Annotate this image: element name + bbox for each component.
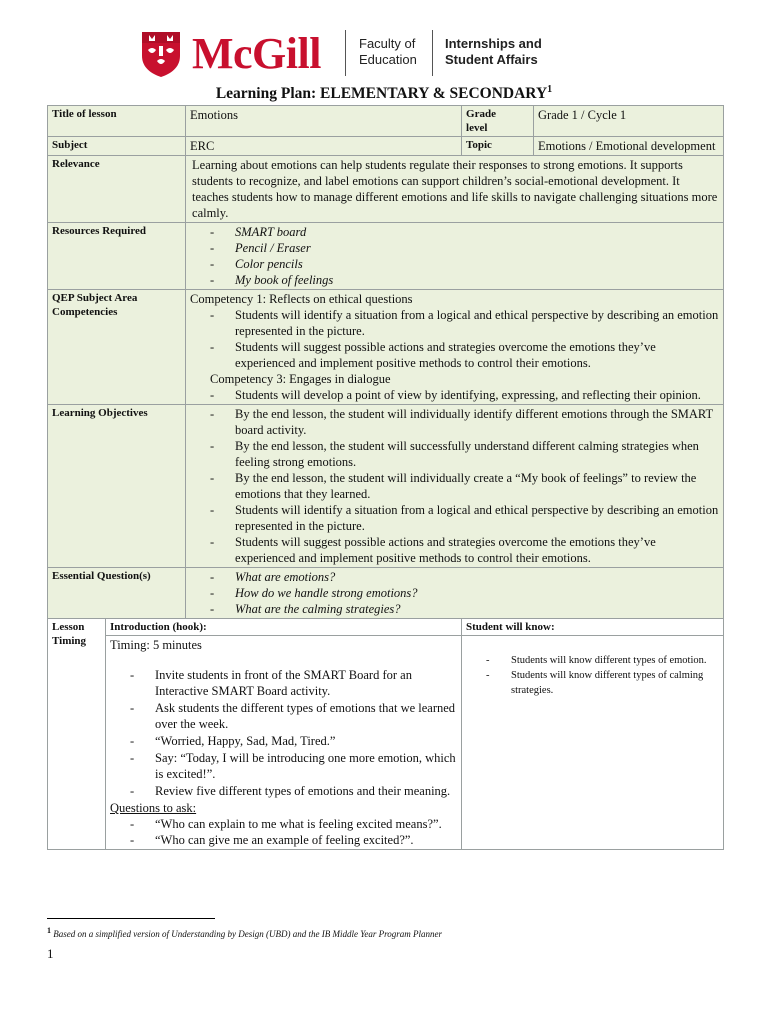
grade-value: Grade 1 / Cycle 1 — [534, 106, 724, 137]
objectives-label: Learning Objectives — [48, 405, 186, 568]
list-item: - How do we handle strong emotions? — [210, 585, 719, 601]
list-item: - My book of feelings — [210, 272, 719, 288]
resources-cell — [186, 223, 724, 290]
document-title: Learning Plan: ELEMENTARY & SECONDARY$^1$ — [215, 84, 553, 103]
know-cell — [462, 636, 724, 850]
qep-cell — [186, 290, 724, 405]
learning-plan-table — [47, 105, 724, 850]
list-item: - Review five different types of emotions and their meaning. — [130, 783, 457, 799]
list-item: - Students will suggest possible actions and strategies overcome the emotions they’ve experienced and implement positive methods to control their emotions. — [210, 534, 719, 566]
questions-list — [110, 816, 457, 848]
subject-label: Subject — [48, 137, 186, 156]
list-item: - “Who can explain to me what is feeling excited means?”. — [130, 816, 457, 832]
table-row — [48, 405, 724, 568]
objectives-list — [190, 406, 719, 566]
list-item: - “Who can give me an example of feeling excited?”. — [130, 832, 457, 848]
list-item: - By the end lesson, the student will successfully understand different calming strategies when feeling strong emotions. — [210, 438, 719, 470]
list-item: - Ask students the different types of emotions that we learned over the week. — [130, 700, 457, 732]
list-item: - What are emotions? — [210, 569, 719, 585]
header-divider — [432, 30, 433, 76]
list-item: - Color pencils — [210, 256, 719, 272]
header-divider — [345, 30, 346, 76]
intro-label: Introduction (hook): — [106, 619, 462, 636]
table-row — [48, 156, 724, 223]
table-row — [48, 106, 724, 137]
grade-label: Grade level — [462, 106, 534, 137]
list-item: - SMART board — [210, 224, 719, 240]
essential-list — [190, 569, 719, 617]
know-label: Student will know: — [462, 619, 724, 636]
resources-list — [190, 224, 719, 288]
footnote-rule — [47, 918, 215, 919]
intro-timing: Timing: 5 minutes — [110, 638, 202, 652]
subject-value: ERC — [186, 137, 462, 156]
questions-label: Questions to ask: — [110, 801, 197, 815]
list-item: - What are the calming strategies? — [210, 601, 719, 617]
list-item: - “Worried, Happy, Sad, Mad, Tired.” — [130, 733, 457, 749]
list-item: - Students will identify a situation from a logical and ethical perspective by describing an emotion represented in the picture. — [210, 307, 719, 339]
relevance-label: Relevance — [48, 156, 186, 223]
footnote: $^1$ Based on a simplified version of Understanding by Design (UBD) and the IB Middle Year Program Planner — [47, 926, 443, 939]
list-item: - Say: “Today, I will be introducing one more emotion, which is excited!”. — [130, 750, 457, 782]
mcgill-shield-logo — [140, 30, 182, 78]
table-row — [48, 636, 724, 850]
title-label: Title of lesson — [48, 106, 186, 137]
know-list — [466, 653, 719, 698]
competency-3-heading: Competency 3: Engages in dialogue — [210, 372, 391, 386]
faculty-name: Faculty of Education — [359, 36, 417, 67]
intro-cell — [106, 636, 462, 850]
table-row — [48, 568, 724, 619]
list-item: - Students will develop a point of view by identifying, expressing, and reflecting their opinion. — [210, 387, 719, 403]
table-row — [48, 137, 724, 156]
list-item: - By the end lesson, the student will individually identify different emotions through the SMART board activity. — [210, 406, 719, 438]
lesson-timing-label: Lesson Timing — [48, 619, 106, 850]
essential-label: Essential Question(s) — [48, 568, 186, 619]
topic-label: Topic — [462, 137, 534, 156]
topic-value: Emotions / Emotional development — [534, 137, 724, 156]
intro-list — [110, 667, 457, 799]
essential-cell — [186, 568, 724, 619]
list-item: - Students will identify a situation from a logical and ethical perspective by describing an emotion represented in the picture. — [210, 502, 719, 534]
table-row — [48, 290, 724, 405]
resources-label: Resources Required — [48, 223, 186, 290]
objectives-cell — [186, 405, 724, 568]
unit-name: Internships and Student Affairs — [445, 36, 542, 67]
table-row — [48, 619, 724, 636]
list-item: - Pencil / Eraser — [210, 240, 719, 256]
table-row — [48, 223, 724, 290]
page-number: 1 — [47, 946, 54, 961]
list-item: - Students will know different types of calming strategies. — [486, 668, 719, 698]
relevance-text: Learning about emotions can help students regulate their responses to strong emotions. It supports students to recognize, and label emotions can support children’s social-emotional development. It teaches students how to manage different emotions and life skills to navigate challenging situations more calmly. — [186, 156, 724, 223]
list-item: - Invite students in front of the SMART Board for an Interactive SMART Board activity. — [130, 667, 457, 699]
list-item: - By the end lesson, the student will individually create a “My book of feelings” to review the emotions that they learned. — [210, 470, 719, 502]
qep-label: QEP Subject Area Competencies — [48, 290, 186, 405]
competency-3-list — [190, 387, 719, 403]
mcgill-wordmark: McGill — [192, 29, 321, 78]
competency-1-heading: Competency 1: Reflects on ethical questions — [190, 292, 413, 306]
competency-1-list — [190, 307, 719, 371]
list-item: - Students will know different types of emotion. — [486, 653, 719, 668]
title-value: Emotions — [186, 106, 462, 137]
list-item: - Students will suggest possible actions and strategies overcome the emotions they’ve experienced and implement positive methods to control their emotions. — [210, 339, 719, 371]
